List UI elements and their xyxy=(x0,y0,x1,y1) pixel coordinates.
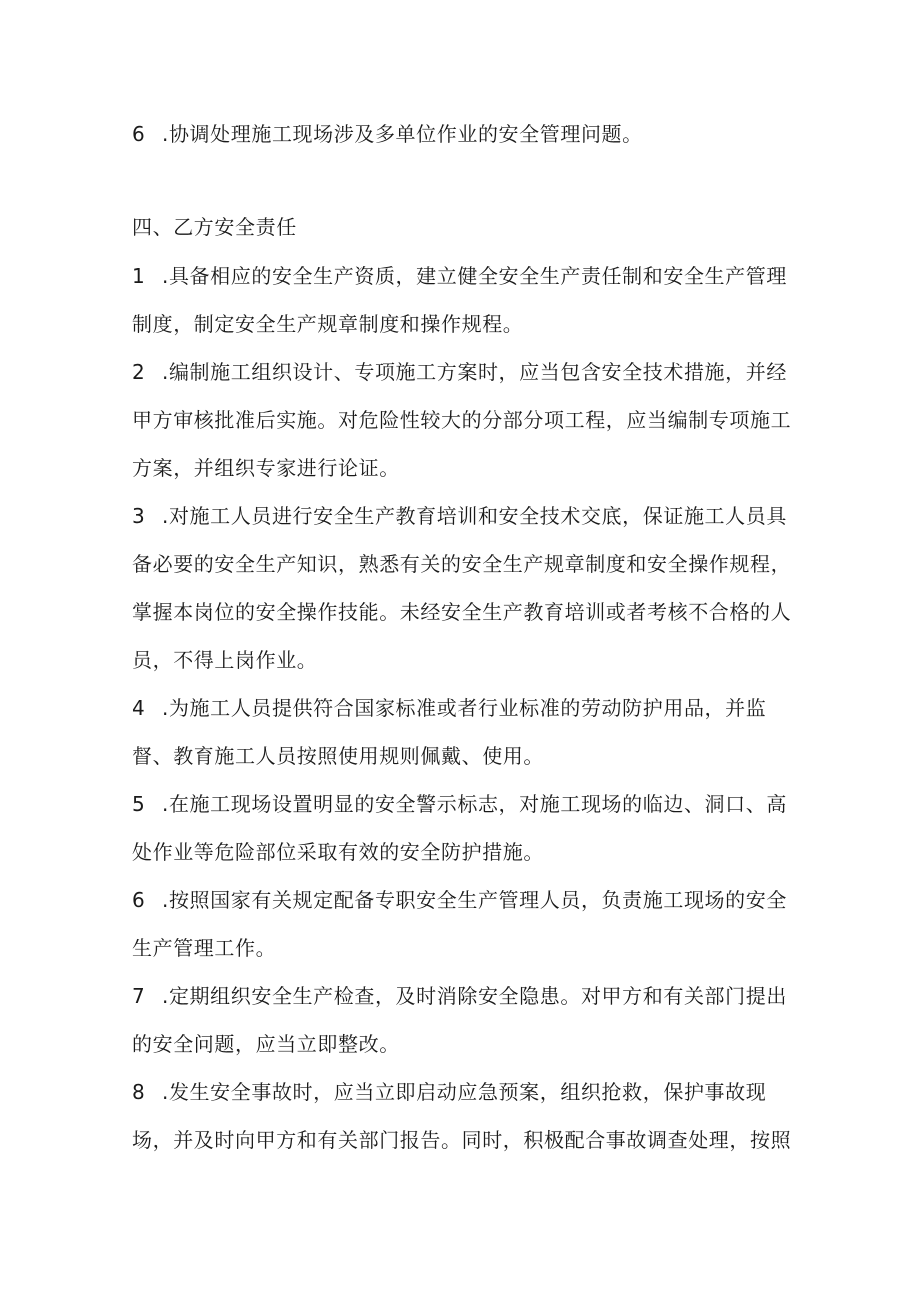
list-item-5-line-2: 处作业等危险部位采取有效的安全防护措施。 xyxy=(132,840,544,864)
list-item-2-line-3: 方案，并组织专家进行论证。 xyxy=(132,456,400,480)
list-item-7-line-2: 的安全问题，应当立即整改。 xyxy=(132,1032,400,1056)
list-item-1-line-1 xyxy=(132,264,787,288)
item-text: .对施工人员进行安全生产教育培训和安全技术交底，保证施工人员具 xyxy=(162,504,787,528)
list-item-1-line-2: 制度，制定安全生产规章制度和操作规程。 xyxy=(132,312,524,336)
item-number: 6 xyxy=(132,122,146,146)
item-text: .具备相应的安全生产资质，建立健全安全生产责任制和安全生产管理 xyxy=(162,264,787,288)
section-heading: 四、乙方安全责任 xyxy=(132,215,297,239)
item-text: .按照国家有关规定配备专职安全生产管理人员，负责施工现场的安全 xyxy=(162,888,787,912)
list-item-2-line-1 xyxy=(132,360,787,384)
intro-list-item xyxy=(132,122,643,146)
item-number: 6 xyxy=(132,888,146,912)
list-item-5-line-1 xyxy=(132,792,787,816)
list-item-2-line-2: 甲方审核批准后实施。对危险性较大的分部分项工程，应当编制专项施工 xyxy=(132,408,792,432)
item-number: 7 xyxy=(132,984,146,1008)
item-number: 4 xyxy=(132,696,146,720)
item-text: .定期组织安全生产检查，及时消除安全隐患。对甲方和有关部门提出 xyxy=(162,984,787,1008)
list-item-3-line-4: 员，不得上岗作业。 xyxy=(132,648,318,672)
item-text: .协调处理施工现场涉及多单位作业的安全管理问题。 xyxy=(162,122,643,146)
item-number: 5 xyxy=(132,792,146,816)
item-text: .在施工现场设置明显的安全警示标志，对施工现场的临边、洞口、高 xyxy=(162,792,787,816)
item-number: 8 xyxy=(132,1080,146,1104)
list-item-8-line-1 xyxy=(132,1080,766,1104)
list-item-3-line-2: 备必要的安全生产知识，熟悉有关的安全生产规章制度和安全操作规程， xyxy=(132,552,792,576)
item-text: .编制施工组织设计、专项施工方案时，应当包含安全技术措施，并经 xyxy=(162,360,787,384)
list-item-6-line-2: 生产管理工作。 xyxy=(132,936,277,960)
item-number: 1 xyxy=(132,264,146,288)
list-item-4-line-2: 督、教育施工人员按照使用规则佩戴、使用。 xyxy=(132,744,544,768)
list-item-8-line-2: 场，并及时向甲方和有关部门报告。同时，积极配合事故调查处理，按照 xyxy=(132,1128,792,1152)
list-item-3-line-3: 掌握本岗位的安全操作技能。未经安全生产教育培训或者考核不合格的人 xyxy=(132,600,792,624)
item-number: 2 xyxy=(132,360,146,384)
list-item-7-line-1 xyxy=(132,984,787,1008)
item-text: .发生安全事故时，应当立即启动应急预案，组织抢救，保护事故现 xyxy=(162,1080,767,1104)
item-text: .为施工人员提供符合国家标准或者行业标准的劳动防护用品，并监 xyxy=(162,696,767,720)
list-item-3-line-1 xyxy=(132,504,787,528)
item-number: 3 xyxy=(132,504,146,528)
list-item-6-line-1 xyxy=(132,888,787,912)
list-item-4-line-1 xyxy=(132,696,766,720)
